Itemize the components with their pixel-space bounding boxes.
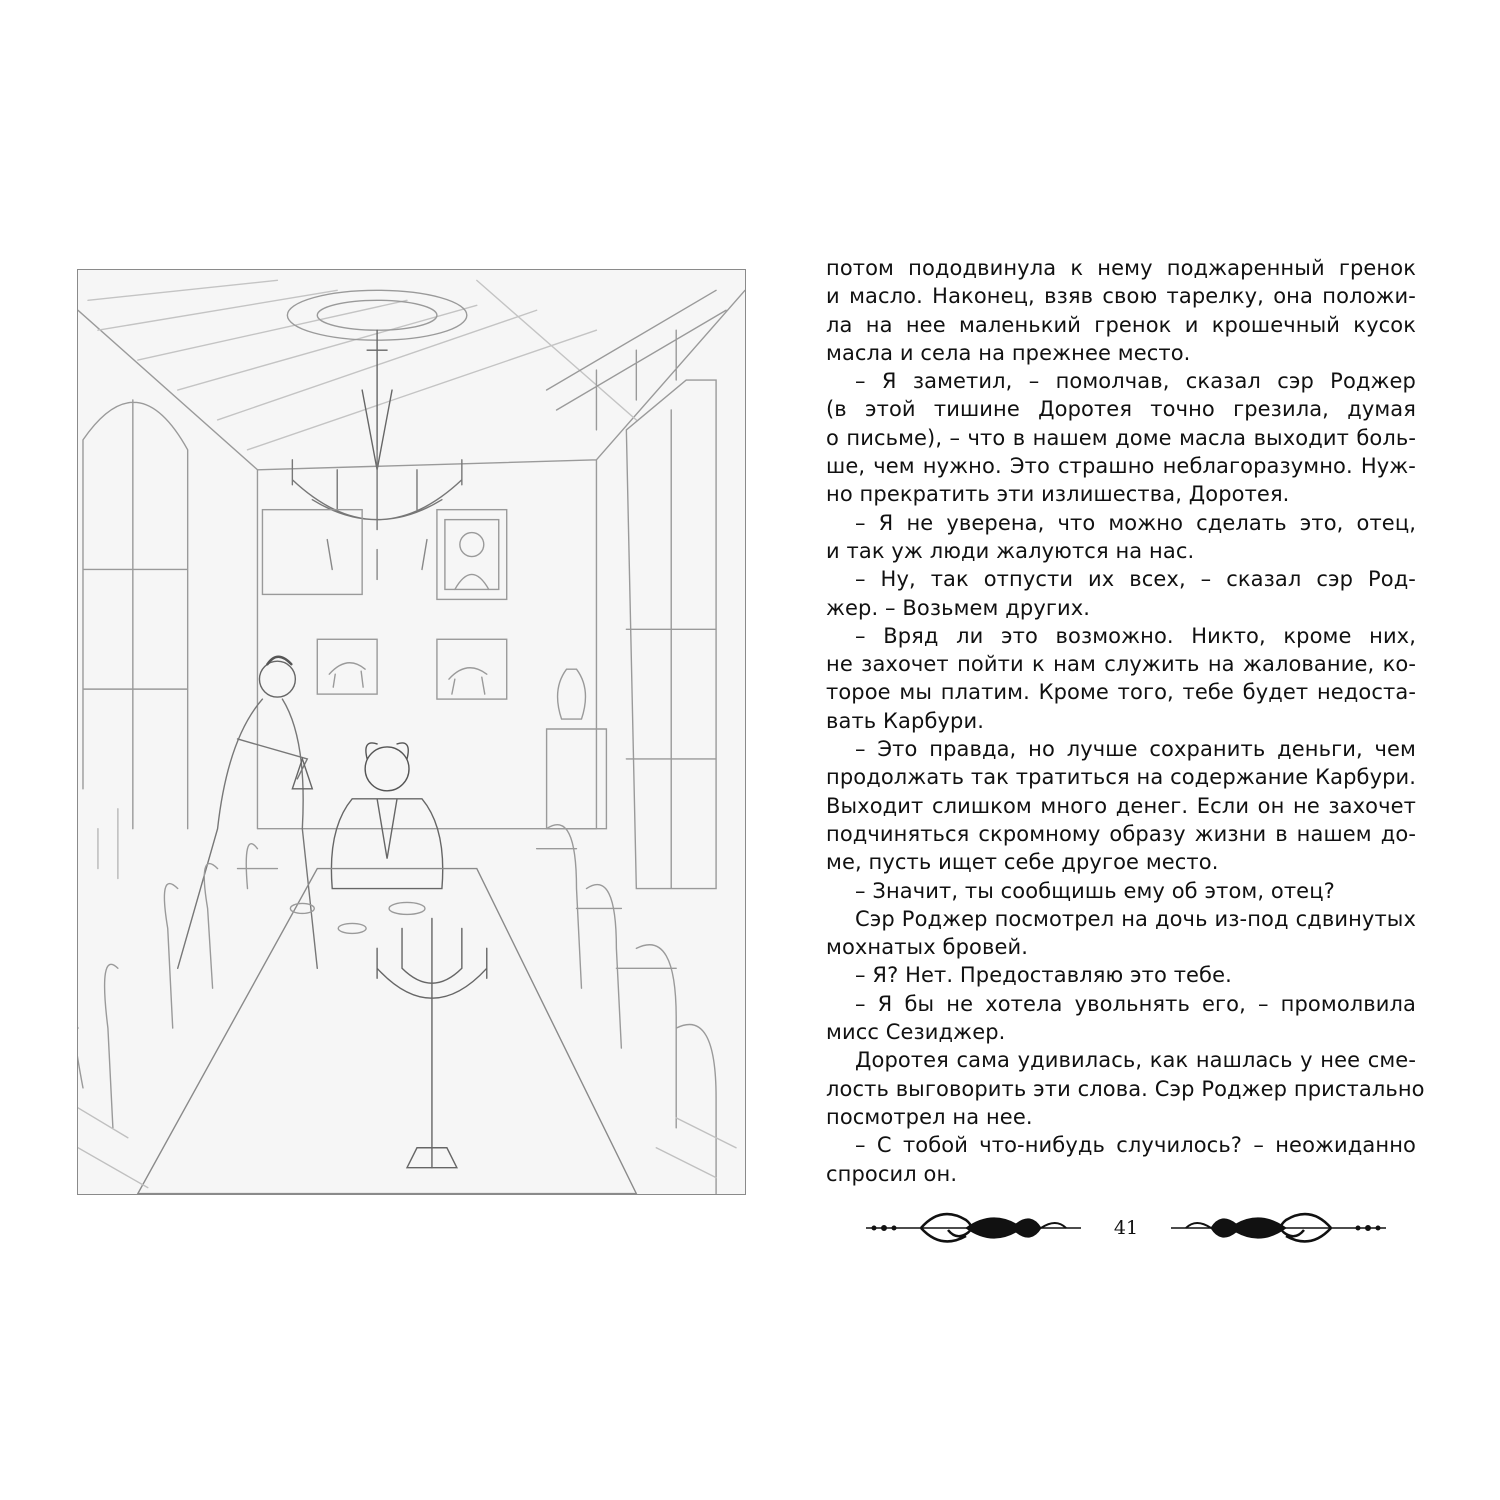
text-line: мохнатых бровей.: [826, 935, 1028, 960]
text-line: ме, пусть ищет себе другое место.: [826, 850, 1219, 875]
text-line: подчиняться скромному образу жизни в нашем до-: [826, 821, 1416, 846]
text-line: – Значит, ты сообщишь ему об этом, отец?: [855, 878, 1335, 903]
text-line: посмотрел на нее.: [826, 1104, 1033, 1129]
text-line: – Я не уверена, что можно сделать это, отец,: [855, 510, 1416, 535]
text-line: о письме), – что в нашем доме масла выходит боль-: [826, 425, 1416, 450]
text-line: – Вряд ли это возможно. Никто, кроме них,: [855, 623, 1416, 648]
text-line: потом пододвинула к нему поджаренный гренок: [826, 256, 1416, 280]
text-line: и масло. Наконец, взяв свою тарелку, она положи-: [826, 284, 1416, 309]
left-ornament-icon: [866, 1200, 1086, 1250]
text-line: Сэр Роджер посмотрел на дочь из-под сдвинутых: [855, 906, 1416, 931]
page-text: [826, 255, 1425, 1189]
text-line: масла и села на прежнее место.: [826, 340, 1191, 365]
text-line: – Я? Нет. Предоставляю это тебе.: [855, 963, 1232, 988]
dining-room-illustration: [77, 269, 746, 1195]
text-line: спросил он.: [826, 1161, 958, 1186]
text-line: ла на нее маленький гренок и крошечный кусок: [826, 312, 1416, 337]
text-line: ше, чем нужно. Это страшно неблагоразумно. Нуж-: [826, 454, 1416, 479]
text-line: Доротея сама удивилась, как нашлась у нее сме-: [855, 1048, 1416, 1073]
text-line: мисс Сезиджер.: [826, 1020, 1006, 1045]
text-line: жер. – Возьмем других.: [826, 595, 1091, 620]
text-line: Выходит слишком много денег. Если он не захочет: [826, 793, 1416, 818]
text-line: – Ну, так отпусти их всех, – сказал сэр Род-: [855, 567, 1416, 592]
text-line: лость выговорить эти слова. Сэр Роджер пристально: [826, 1076, 1425, 1101]
text-line: не захочет пойти к нам служить на жалование, ко-: [826, 652, 1416, 677]
right-ornament-icon: [1166, 1200, 1386, 1250]
text-line: (в этой тишине Доротея точно грезила, думая: [826, 397, 1416, 422]
text-line: – Это правда, но лучше сохранить деньги, чем: [855, 737, 1416, 762]
page-number: 41: [1113, 1217, 1139, 1239]
text-line: и так уж люди жалуются на нас.: [826, 538, 1195, 563]
text-line: продолжать так тратиться на содержание Карбури.: [826, 765, 1417, 790]
text-line: но прекратить эти излишества, Доротея.: [826, 482, 1290, 507]
page-footer: [866, 1200, 1386, 1260]
text-line: вать Карбури.: [826, 708, 984, 733]
text-line: торое мы платим. Кроме того, тебе будет недоста-: [826, 680, 1416, 705]
pencil-sketch: [78, 270, 745, 1194]
text-line: – Я бы не хотела увольнять его, – промолвила: [855, 991, 1416, 1016]
text-line: – С тобой что-нибудь случилось? – неожиданно: [855, 1133, 1416, 1158]
text-line: – Я заметил, – помолчав, сказал сэр Роджер: [855, 369, 1416, 394]
